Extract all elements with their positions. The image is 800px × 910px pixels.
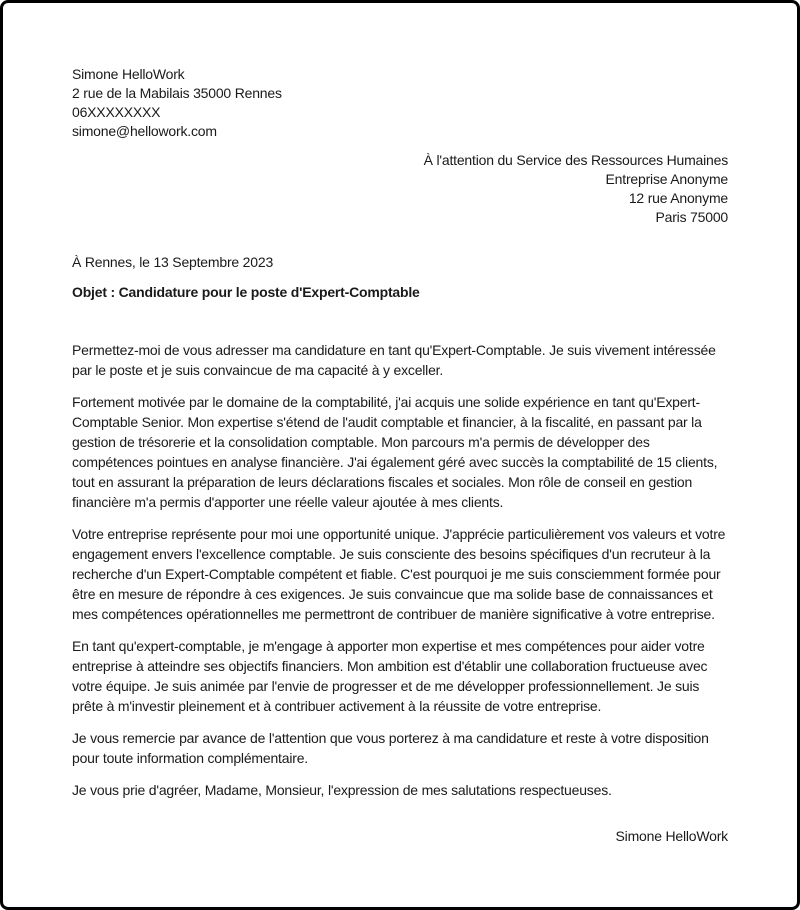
sender-name: Simone HelloWork (72, 66, 185, 82)
recipient-company: Entreprise Anonyme (605, 171, 728, 187)
sender-block (72, 65, 728, 141)
paragraph-experience: Fortement motivée par le domaine de la comptabilité, j'ai acquis une solide expérience en tant qu'Expert-Comptable Senior. Mon expertise s'étend de l'audit comptable et financier, à la fiscalité, en passant par la gestion de trésorerie et la consolidation comptable. Mon parcours m'a permis de développer des compétences pointues en analyse financière. J'ai également géré avec succès la comptabilité de 15 clients, tout en assurant la préparation de leurs déclarations fiscales et sociales. Mon rôle de conseil en gestion financière m'a permis d'apporter une réelle valeur ajoutée à mes clients. (72, 394, 718, 510)
sender-email: simone@hellowork.com (72, 123, 217, 139)
signature: Simone HelloWork (615, 828, 728, 844)
recipient-block (72, 151, 728, 227)
paragraph-thanks: Je vous remercie par avance de l'attention que vous porterez à ma candidature et reste à votre disposition pour toute information complémentaire. (72, 730, 709, 766)
recipient-city: Paris 75000 (655, 209, 728, 225)
paragraph-intro: Permettez-moi de vous adresser ma candidature en tant qu'Expert-Comptable. Je suis vivement intéressée par le poste et je suis convaincue de ma capacité à y exceller. (72, 342, 716, 378)
paragraph-closing: Je vous prie d'agréer, Madame, Monsieur, l'expression de mes salutations respectueuses. (72, 782, 612, 798)
paragraph-company-fit: Votre entreprise représente pour moi une opportunité unique. J'apprécie particulièrement vos valeurs et votre engagement envers l'excellence comptable. Je suis consciente des besoins spécifiques d'un recruteur à la recherche d'un Expert-Comptable compétent et fiable. C'est pourquoi je me suis consciemment formée pour être en mesure de répondre à ces exigences. Je suis convaincue que ma solide base de connaissances et mes compétences opérationnelles me permettront de contribuer de manière significative à votre entreprise. (72, 526, 726, 622)
letter-body (72, 340, 728, 800)
recipient-street: 12 rue Anonyme (628, 190, 728, 206)
subject-line: Objet : Candidature pour le poste d'Expert-Comptable (72, 284, 420, 300)
sender-phone: 06XXXXXXXX (72, 104, 161, 120)
sender-address: 2 rue de la Mabilais 35000 Rennes (72, 85, 282, 101)
paragraph-commitment: En tant qu'expert-comptable, je m'engage à apporter mon expertise et mes compétences pour aider votre entreprise à atteindre ses objectifs financiers. Mon ambition est d'établir une collaboration fructueuse avec votre équipe. Je suis animée par l'envie de progresser et de me développer professionnellement. Je suis prête à m'investir pleinement et à contribuer activement à la réussite de votre entreprise. (72, 638, 708, 714)
recipient-attention-line: À l'attention du Service des Ressources Humaines (423, 152, 728, 168)
date-line: À Rennes, le 13 Septembre 2023 (72, 254, 274, 270)
